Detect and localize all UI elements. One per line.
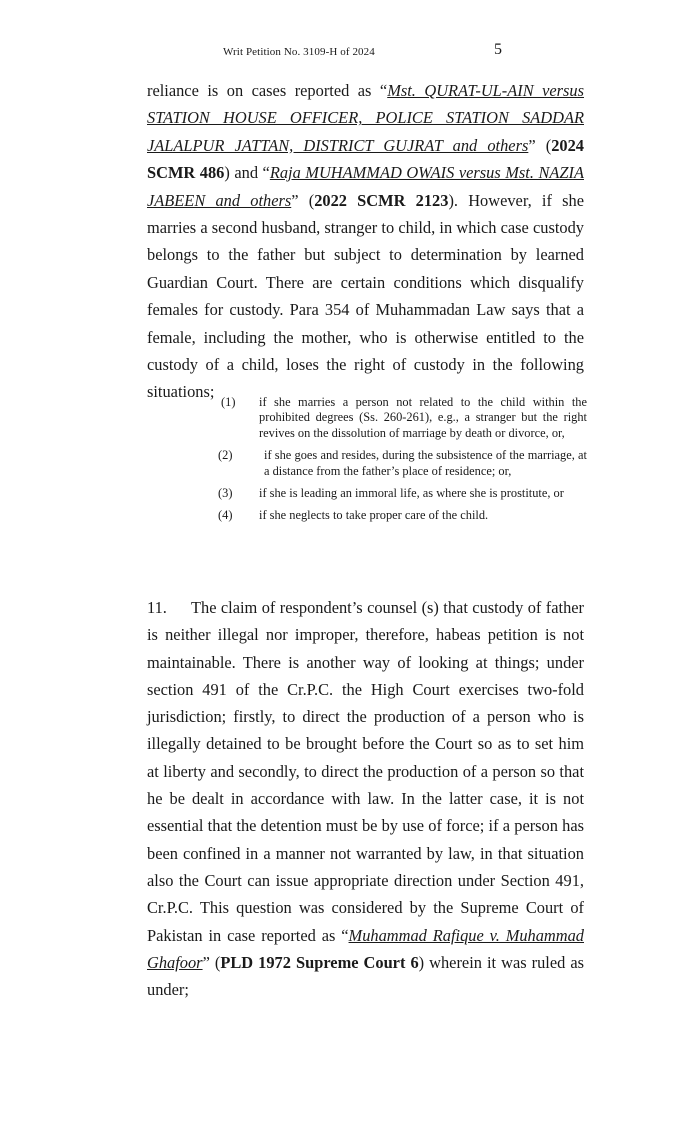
list-item-number: (1) <box>221 395 236 409</box>
paragraph-11 <box>147 594 584 1003</box>
list-item-text: if she neglects to take proper care of the child. <box>259 508 489 523</box>
text-run: ” ( <box>202 952 221 972</box>
page-number: 5 <box>494 41 502 58</box>
document-title: Writ Petition No. 3109-H of 2024 <box>223 46 375 58</box>
case-citation-muhammad-rafique: Muhammad Rafique v. Muhammad Ghafoor <box>147 925 584 972</box>
law-report-citation: 2022 SCMR 2123 <box>314 190 449 210</box>
list-item-text: if she is leading an immoral life, as where she is prostitute, or <box>259 486 564 501</box>
custody-conditions-list <box>217 395 587 531</box>
list-item-text: if she marries a person not related to the child within the prohibited degrees (Ss. 260-261), e.g., a stranger but the right revives on the dissolution of marriage by death or divorce, or, <box>259 395 587 440</box>
case-citation-qurat-ul-ain: Mst. QURAT-UL-AIN versus STATION HOUSE OFFICER, POLICE STATION SADDAR JALALPUR JATTAN, DISTRICT GUJRAT and others <box>147 81 584 155</box>
case-citation-muhammad-owais: Raja MUHAMMAD OWAIS versus Mst. NAZIA JABEEN and others <box>147 163 584 210</box>
list-item <box>217 508 587 523</box>
list-item-text: if she goes and resides, during the subsistence of the marriage, at a distance from the father’s place of residence; or, <box>264 448 587 478</box>
paragraph-reliance <box>147 77 584 406</box>
page-header <box>0 40 688 60</box>
text-run: ) and “ <box>224 163 270 183</box>
text-run: reliance is on cases reported as “ <box>147 81 388 100</box>
text-run: ” ( <box>291 190 315 210</box>
list-item-number: (3) <box>218 486 233 501</box>
list-item-number: (4) <box>218 508 233 523</box>
text-run: The claim of respondent’s counsel (s) that custody of father is neither illegal nor improper, therefore, habeas petition is not maintainable. There is another way of looking at things; under section 491 of the Cr.P.C. the High Court exercises two-fold jurisdiction; firstly, to direct the production of a person who is illegally detained to be brought before the Court so as to set him at liberty and secondly, to direct the production of a person so that he be dealt in accordance with law. In the latter case, it is not essential that the detention must be by use of force; if a person has been confined in a manner not warranted by law, in that situation also the Court can issue appropriate direction under Section 491, Cr.P.C. This question was considered by the Supreme Court of Pakistan in case reported as “ <box>147 598 584 945</box>
law-report-citation: 2024 SCMR 486 <box>147 135 584 183</box>
text-run: ” ( <box>528 135 552 155</box>
list-item-number: (2) <box>218 448 233 463</box>
list-item <box>217 448 587 479</box>
law-report-citation: PLD 1972 Supreme Court 6 <box>220 952 419 972</box>
list-item <box>217 395 587 441</box>
text-run: ) wherein it was ruled as under; <box>147 952 585 1000</box>
text-run: ). However, if she marries a second husband, stranger to child, in which case custody belongs to the father but subject to determination by learned Guardian Court. There are certain conditions which disqualify females for custody. Para 354 of Muhammadan Law says that a female, including the mother, who is otherwise entitled to the custody of a child, loses the right of custody in the following situations; <box>147 190 584 402</box>
paragraph-number: 11. <box>147 598 167 617</box>
list-item <box>217 486 587 501</box>
